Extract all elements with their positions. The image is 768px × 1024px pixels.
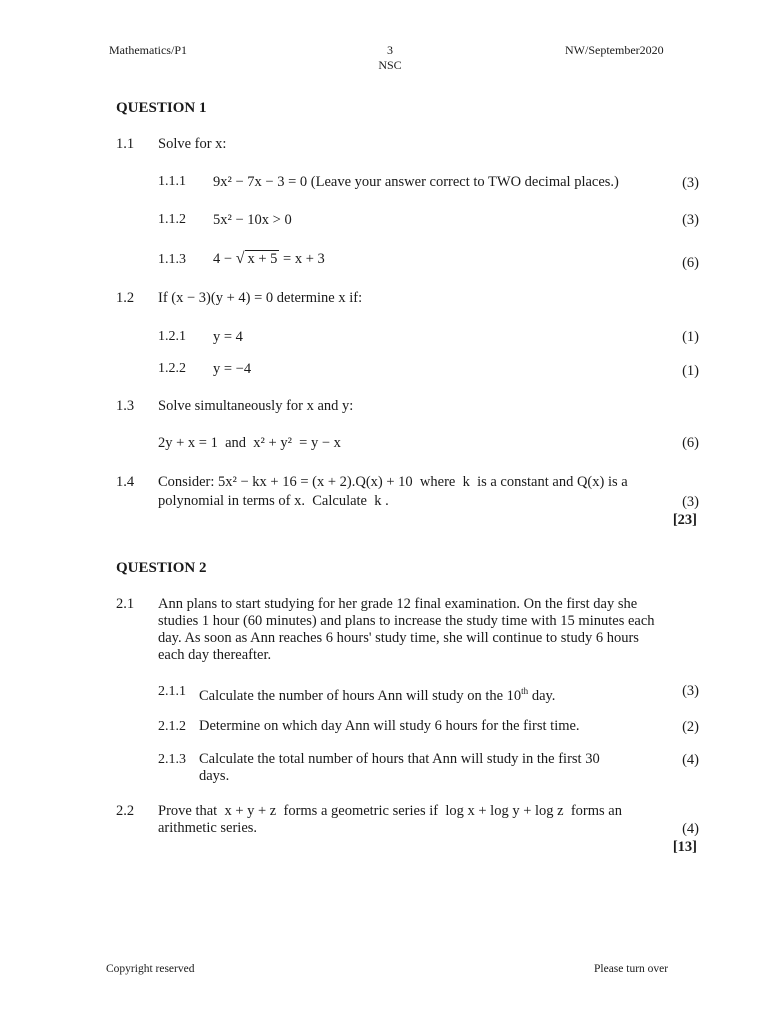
q1-1-text: Solve for x: [158, 136, 227, 152]
q1-1-3-expr-post: = x + 3 [283, 251, 325, 267]
question-1-total: [23] [672, 512, 697, 528]
q1-1-3-expression [213, 250, 325, 268]
q2-1-1-text-pre: Calculate the number of hours Ann will study on the 10 [199, 687, 522, 704]
q1-1-2-expression: 5x² − 10x > 0 [213, 212, 292, 228]
q2-1-3-number: 2.1.3 [158, 752, 186, 767]
q2-2-mark: (4) [682, 821, 699, 837]
q2-1-1-text-post: day. [528, 687, 556, 704]
header-subject: Mathematics/P1 [109, 43, 187, 57]
q1-3-text: Solve simultaneously for x and y: [158, 398, 354, 414]
q1-3-expression: 2y + x = 1 and x² + y² = y − x [158, 435, 341, 451]
header-nsc: NSC [378, 58, 402, 72]
q1-4-mark: (3) [682, 494, 699, 510]
question-2-title: QUESTION 2 [116, 560, 207, 576]
q1-1-number: 1.1 [116, 136, 135, 152]
q2-1-1-mark: (3) [682, 683, 699, 699]
q1-1-2-mark: (3) [682, 212, 699, 228]
q2-1-number: 2.1 [116, 596, 135, 612]
q1-1-3-radicand: x + 5 [247, 251, 278, 267]
q1-1-3-number: 1.1.3 [158, 252, 186, 267]
q1-3-mark: (6) [682, 435, 699, 451]
q1-2-1-expression: y = 4 [213, 329, 243, 345]
q1-1-1-expression: 9x² − 7x − 3 = 0 [213, 174, 308, 190]
q2-1-2-number: 2.1.2 [158, 719, 186, 734]
sqrt-symbol: √ [235, 250, 245, 267]
q1-1-3-expr-pre: 4 − [213, 251, 233, 267]
q1-1-1-number: 1.1.1 [158, 174, 186, 189]
q2-1-1-number: 2.1.1 [158, 684, 186, 699]
page-number: 3 [387, 43, 393, 57]
q1-2-1-mark: (1) [682, 329, 699, 345]
q1-1-1-note: (Leave your answer correct to TWO decimal places.) [310, 174, 619, 190]
question-1-title: QUESTION 1 [116, 100, 207, 116]
question-2-total: [13] [672, 839, 697, 855]
q2-1-1-text [199, 683, 629, 705]
q1-1-3-mark: (6) [682, 255, 699, 271]
q1-4-line2: polynomial in terms of x. Calculate k . [158, 493, 389, 509]
q1-2-number: 1.2 [116, 290, 135, 306]
q1-2-2-number: 1.2.2 [158, 361, 186, 376]
q1-2-text: If (x − 3)(y + 4) = 0 determine x if: [158, 290, 363, 306]
q1-1-2-number: 1.1.2 [158, 212, 186, 227]
q1-2-1-number: 1.2.1 [158, 329, 186, 344]
header-page-number [360, 43, 420, 73]
q1-1-1-text [213, 174, 619, 191]
q2-1-2-text: Determine on which day Ann will study 6 hours for the first time. [199, 718, 580, 734]
q2-1-text: Ann plans to start studying for her grade 12 final examination. On the first day she studies 1 hour (60 minutes) and plans to increase the study time with 15 minutes each day. As soon as Ann reaches 6 hours' study time, she will continue to study 6 hours each day thereafter. [158, 596, 655, 663]
q2-1-3-text: Calculate the total number of hours that Ann will study in the first 30 days. [199, 751, 600, 784]
q2-2-line2: arithmetic series. [158, 820, 258, 836]
q1-3-number: 1.3 [116, 398, 135, 414]
header-date: NW/September2020 [565, 43, 664, 57]
q1-4-line1: Consider: 5x² − kx + 16 = (x + 2).Q(x) + 10 where k is a constant and Q(x) is a [158, 474, 628, 490]
q2-2-line1: Prove that x + y + z forms a geometric series if log x + log y + log z forms an [158, 803, 622, 819]
footer-turn-over: Please turn over [594, 963, 669, 975]
q2-1-2-mark: (2) [682, 719, 699, 735]
q2-2-number: 2.2 [116, 803, 135, 819]
q1-2-2-mark: (1) [682, 363, 699, 379]
q1-2-2-expression: y = −4 [213, 361, 252, 377]
q1-4-number: 1.4 [116, 474, 135, 490]
q1-1-1-mark: (3) [682, 175, 699, 191]
q2-1-3-mark: (4) [682, 752, 699, 768]
q2-1-1-superscript: th [521, 686, 529, 696]
footer-copyright: Copyright reserved [106, 963, 195, 975]
